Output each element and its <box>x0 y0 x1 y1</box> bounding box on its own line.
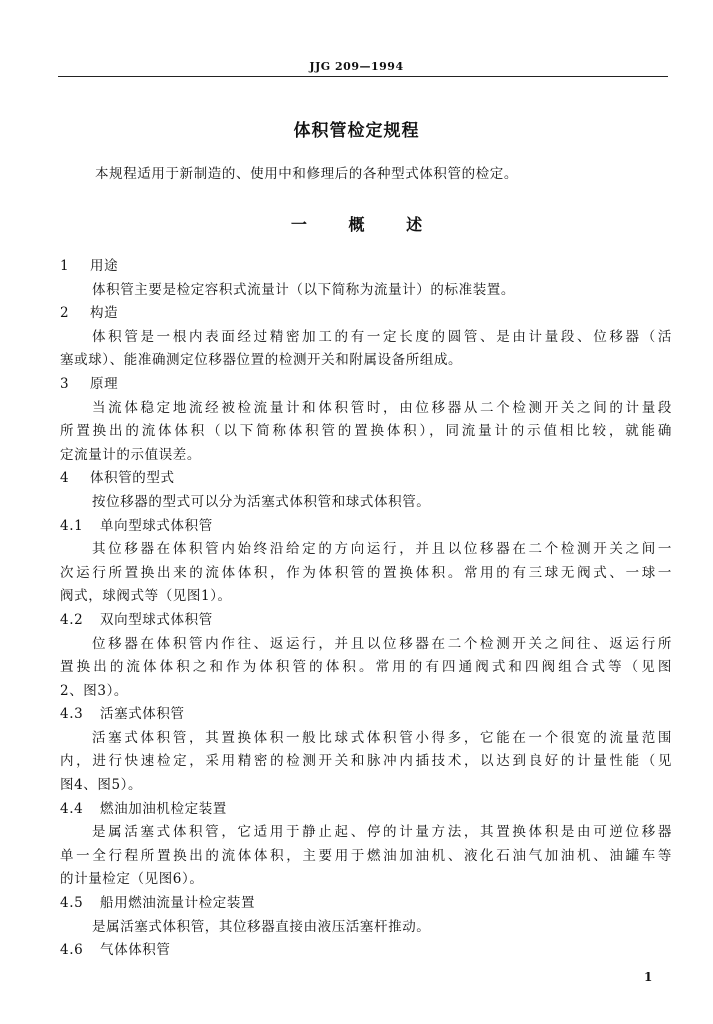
body-line: 阀式，球阀式等（见图1）。 <box>60 588 232 605</box>
body-line: 次运行所置换出来的流体体积，作为体积管的置换体积。常用的有三球无阀式、一球一 <box>60 564 672 581</box>
section-number: 4.2 <box>60 611 84 628</box>
section-heading <box>60 515 672 539</box>
section-title: 活塞式体积管 <box>100 706 185 723</box>
body-line: 单一全行程所置换出的流体体积，主要用于燃油加油机、液化石油气加油机、油罐车等 <box>60 847 672 864</box>
page-title: 体积管检定规程 <box>293 121 420 141</box>
section-number: 1 <box>60 258 70 274</box>
body-line: 的计量检定（见图6）。 <box>60 871 204 888</box>
body-line: 定流量计的示值误差。 <box>60 446 201 463</box>
body-line: 2、图3）。 <box>60 682 129 699</box>
section-heading <box>60 373 672 397</box>
section-title: 单向型球式体积管 <box>100 517 213 534</box>
section-heading <box>60 467 672 491</box>
body-line: 是属活塞式体积管，其位移器直接由液压活塞杆推动。 <box>92 918 431 935</box>
header-rule <box>58 76 668 77</box>
chapter-number: 一 <box>290 215 307 234</box>
body-line: 按位移器的型式可以分为活塞式体积管和球式体积管。 <box>92 493 431 510</box>
section-heading <box>60 892 672 916</box>
section-number: 3 <box>60 375 70 392</box>
chapter-title-part1: 概 <box>348 215 365 234</box>
section-heading <box>60 703 672 727</box>
section-title: 气体体积管 <box>100 942 171 959</box>
page-number: 1 <box>644 970 653 984</box>
body-line: 是属活塞式体积管，它适用于静止起、停的计量方法，其置换体积是由可逆位移器 <box>92 824 672 841</box>
body-line: 图4、图5）。 <box>60 777 143 794</box>
section-heading <box>60 609 672 633</box>
section-heading <box>60 939 672 963</box>
chapter-title-part2: 述 <box>406 215 423 234</box>
document-body <box>60 255 672 963</box>
section-heading <box>60 798 672 822</box>
body-line: 塞或球）、能准确测定位移器位置的检测开关和附属设备所组成。 <box>60 352 463 369</box>
section-title: 用途 <box>90 258 119 274</box>
section-title: 燃油加油机检定装置 <box>100 800 227 817</box>
section-number: 4.4 <box>60 800 84 817</box>
body-line: 体积管是一根内表面经过精密加工的有一定长度的圆管、是由计量段、位移器（活 <box>92 328 672 345</box>
document-code: JJG 209—1994 <box>309 60 404 73</box>
body-line: 其位移器在体积管内始终沿给定的方向运行，并且以位移器在二个检测开关之间一 <box>92 541 672 558</box>
body-line: 当流体稳定地流经被检流量计和体积管时，由位移器从二个检测开关之间的计量段 <box>92 399 672 416</box>
body-line: 体积管主要是检定容积式流量计（以下简称为流量计）的标准装置。 <box>92 281 515 298</box>
section-number: 4.6 <box>60 942 84 959</box>
section-title: 双向型球式体积管 <box>100 611 213 628</box>
section-title: 体积管的型式 <box>90 470 175 487</box>
section-number: 4.3 <box>60 706 84 723</box>
section-title: 原理 <box>90 375 119 392</box>
section-title: 船用燃油流量计检定装置 <box>100 895 256 912</box>
section-number: 4.5 <box>60 895 84 912</box>
section-heading <box>60 255 672 279</box>
section-number: 2 <box>60 305 70 322</box>
body-line: 内，进行快速检定，采用精密的检测开关和脉冲内插技术，以达到良好的计量性能（见 <box>60 753 672 770</box>
body-line: 所置换出的流体体积（以下简称体积管的置换体积），同流量计的示值相比较，就能确 <box>60 423 672 440</box>
chapter-heading <box>0 212 713 235</box>
intro-paragraph: 本规程适用于新制造的、使用中和修理后的各种型式体积管的检定。 <box>95 166 518 182</box>
section-number: 4 <box>60 470 70 487</box>
body-line: 置换出的流体体积之和作为体积管的体积。常用的有四通阀式和四阀组合式等（见图 <box>60 659 672 676</box>
section-number: 4.1 <box>60 517 84 534</box>
body-line: 位移器在体积管内作往、返运行，并且以位移器在二个检测开关之间往、返运行所 <box>92 635 672 652</box>
body-line: 活塞式体积管，其置换体积一般比球式体积管小得多，它能在一个很宽的流量范围 <box>92 729 672 746</box>
section-title: 构造 <box>90 305 119 322</box>
section-heading <box>60 302 672 326</box>
